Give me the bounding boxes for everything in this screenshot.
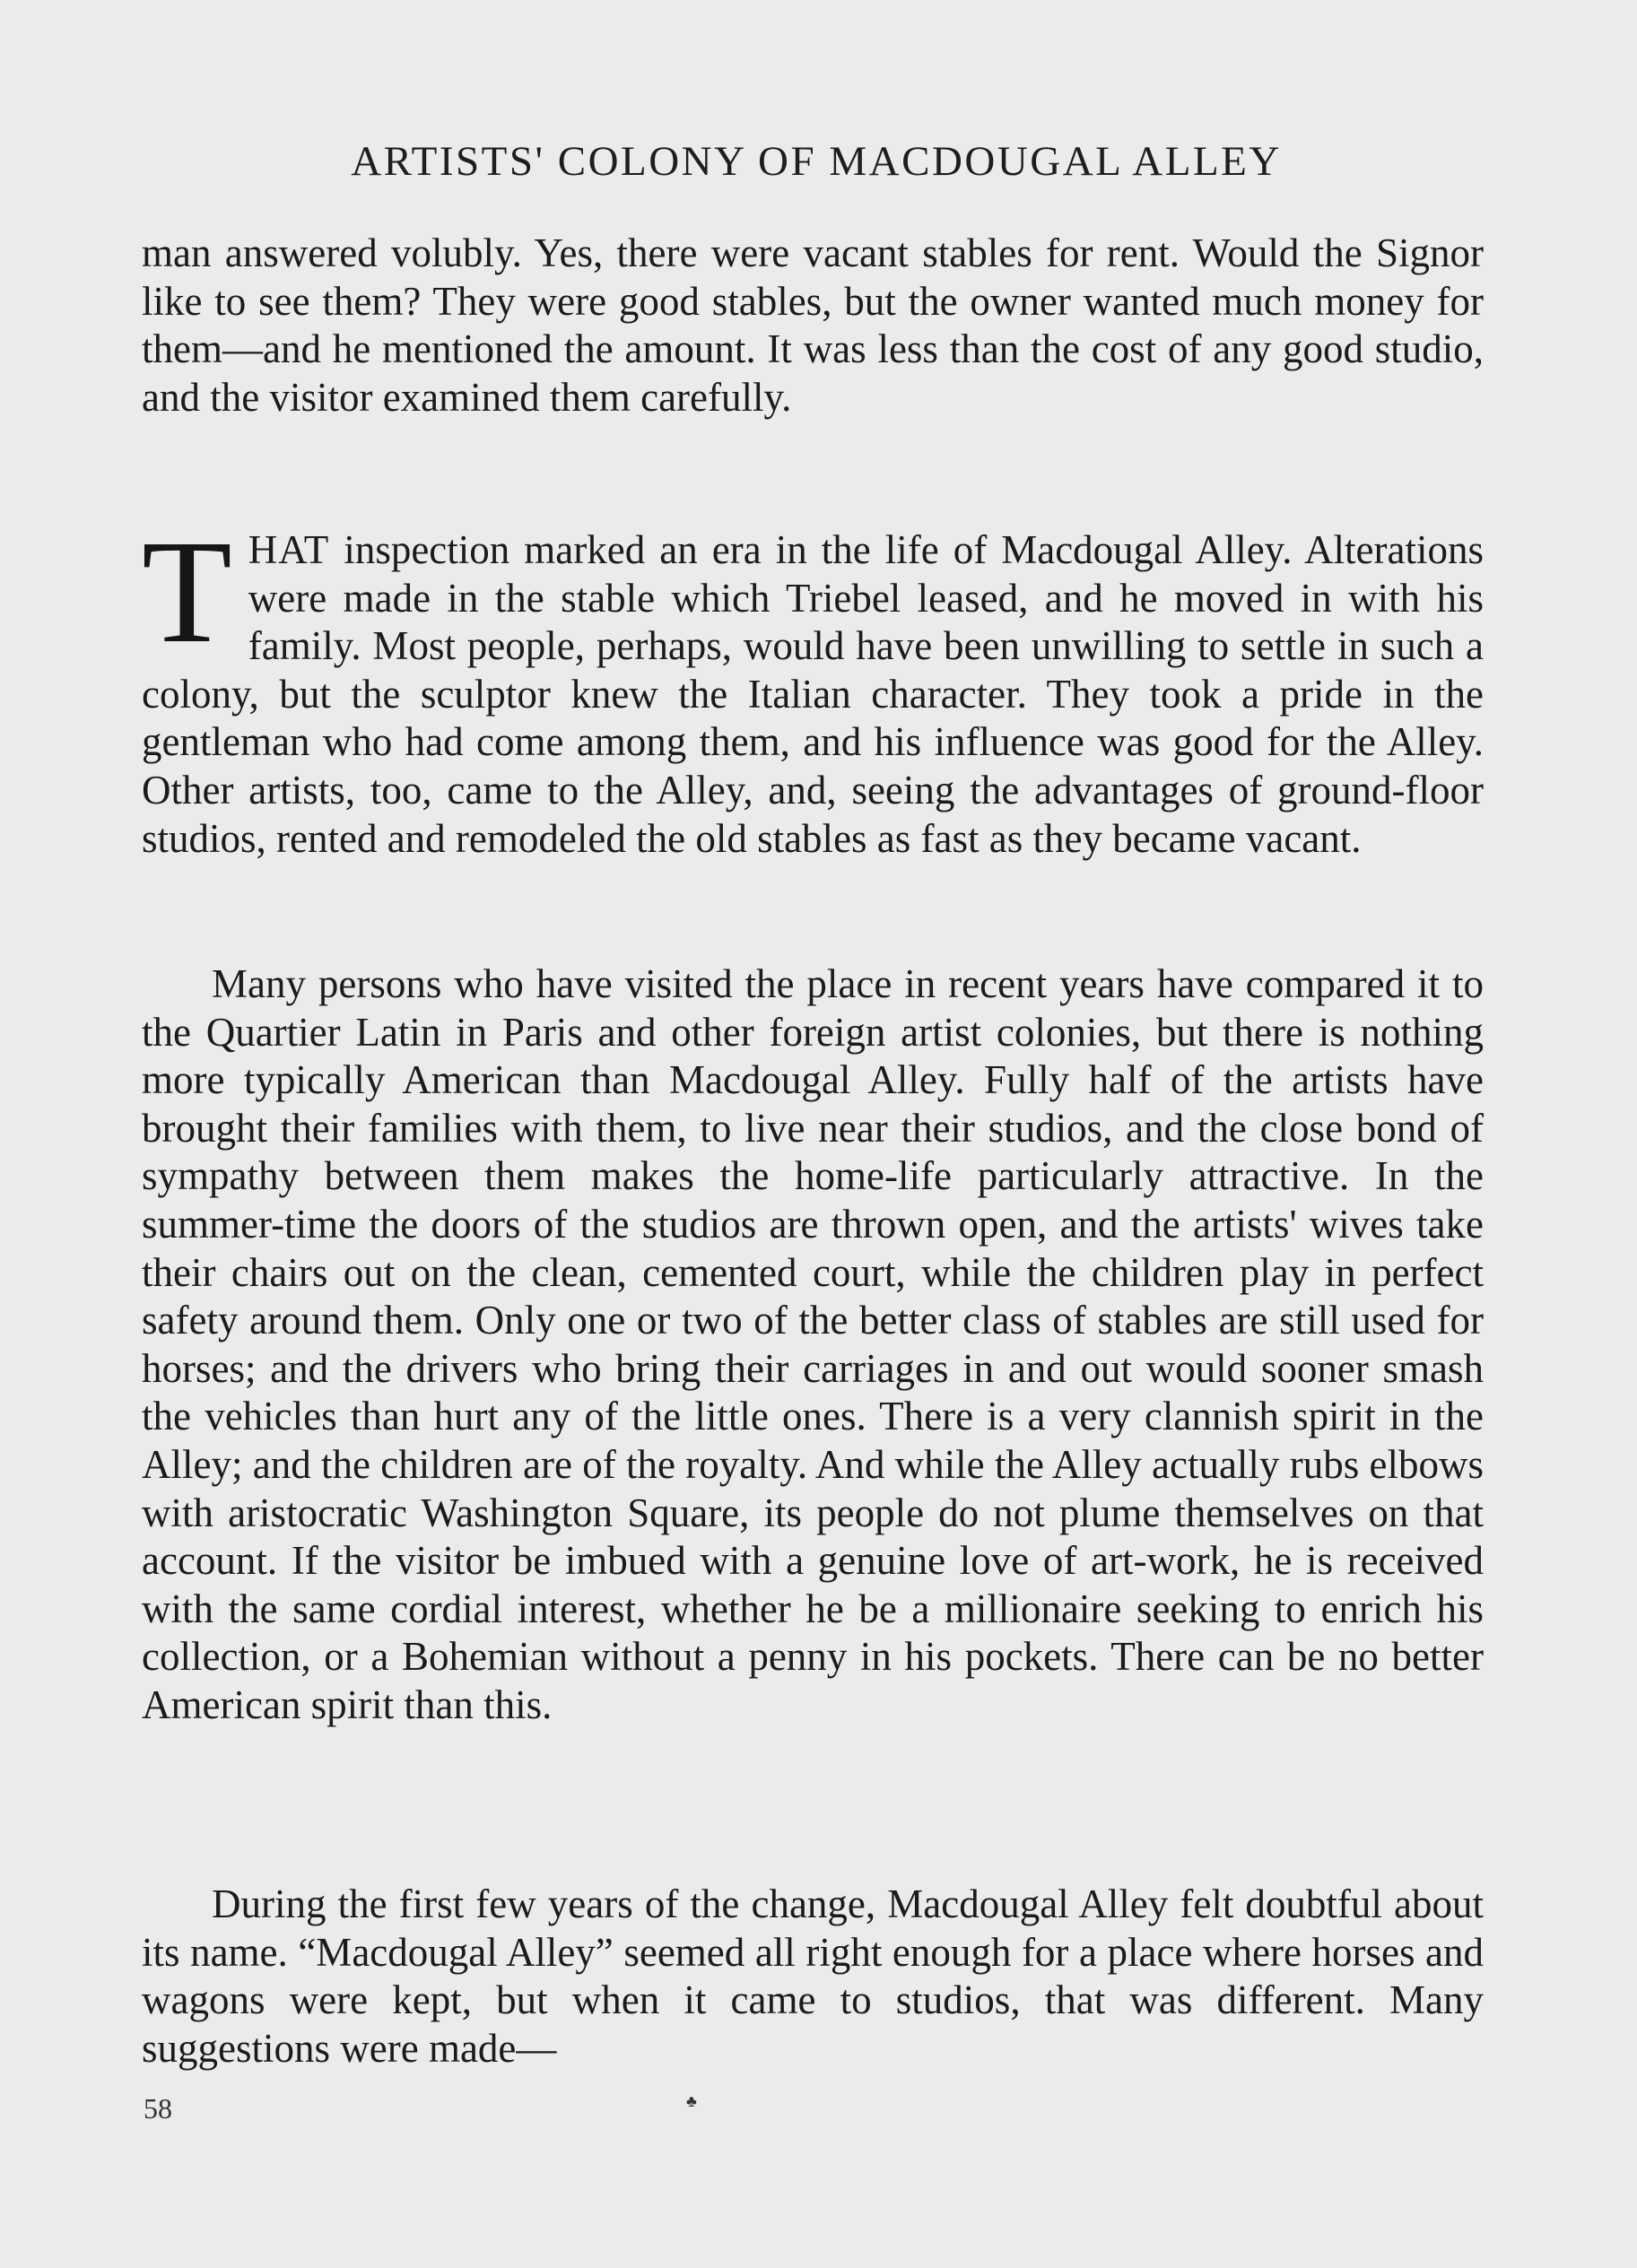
paragraph-text <box>142 509 1484 863</box>
paragraph-text: man answered volubly. Yes, there were vacant stables for rent. Would the Signor like to see them? They were good stables, but the owner wanted much money for them—and he mentioned the amount. It was less than the cost of any good studio, and the visitor examined them carefully. <box>142 230 1484 420</box>
ornament-mark: ♣ <box>686 2092 697 2110</box>
paragraph-many-persons <box>142 960 1484 1730</box>
paragraph-continuation <box>142 230 1484 421</box>
paragraph-text: During the first few years of the change, Macdougal Alley felt doubtful about its name. “Macdougal Alley” seemed all right enough for a place where horses and wagons were kept, but when it came to studios, that was different. Many suggestions were made— <box>142 1881 1484 2071</box>
paragraph-text: Many persons who have visited the place in recent years have compared it to the Quartier Latin in Paris and other foreign artist colonies, but there is nothing more typically American than Macdougal Alley. Fully half of the artists have brought their families with them, to live near their studios, and the close bond of sympathy between them makes the home-life particularly attractive. In the summer-time the doors of the studios are thrown open, and the artists' wives take their chairs out on the clean, cemented court, while the children play in perfect safety around them. Only one or two of the better class of stables are still used for horses; and the drivers who bring their carriages in and out would sooner smash the vehicles than hurt any of the little ones. There is a very clannish spirit in the Alley; and the children are of the royalty. And while the Alley actually rubs elbows with aristocratic Washington Square, its people do not plume themselves on that account. If the visitor be imbued with a genuine love of art-work, he is received with the same cordial interest, whether he be a millionaire seeking to enrich his collection, or a Bohemian without a penny in his pockets. There can be no better American spirit than this. <box>142 961 1484 1727</box>
small-caps-lead: HAT <box>248 527 330 572</box>
page-number: 58 <box>144 2092 172 2125</box>
paragraph-during <box>142 1881 1484 2072</box>
drop-cap: T <box>142 509 232 673</box>
paragraph-body: inspection marked an era in the life of Macdougal Alley. Alterations were made in the stable which Triebel leased, and he moved in with his family. Most people, perhaps, would have been unwilling to settle in such a colony, but the sculptor knew the Italian character. They took a pride in the gentleman who had come among them, and his influence was good for the Alley. Other artists, too, came to the Alley, and, seeing the advantages of ground-floor studios, rented and remodeled the old stables as fast as they became vacant. <box>142 527 1484 861</box>
paragraph-that <box>142 509 1484 863</box>
running-head: ARTISTS' COLONY OF MACDOUGAL ALLEY <box>351 138 1282 185</box>
